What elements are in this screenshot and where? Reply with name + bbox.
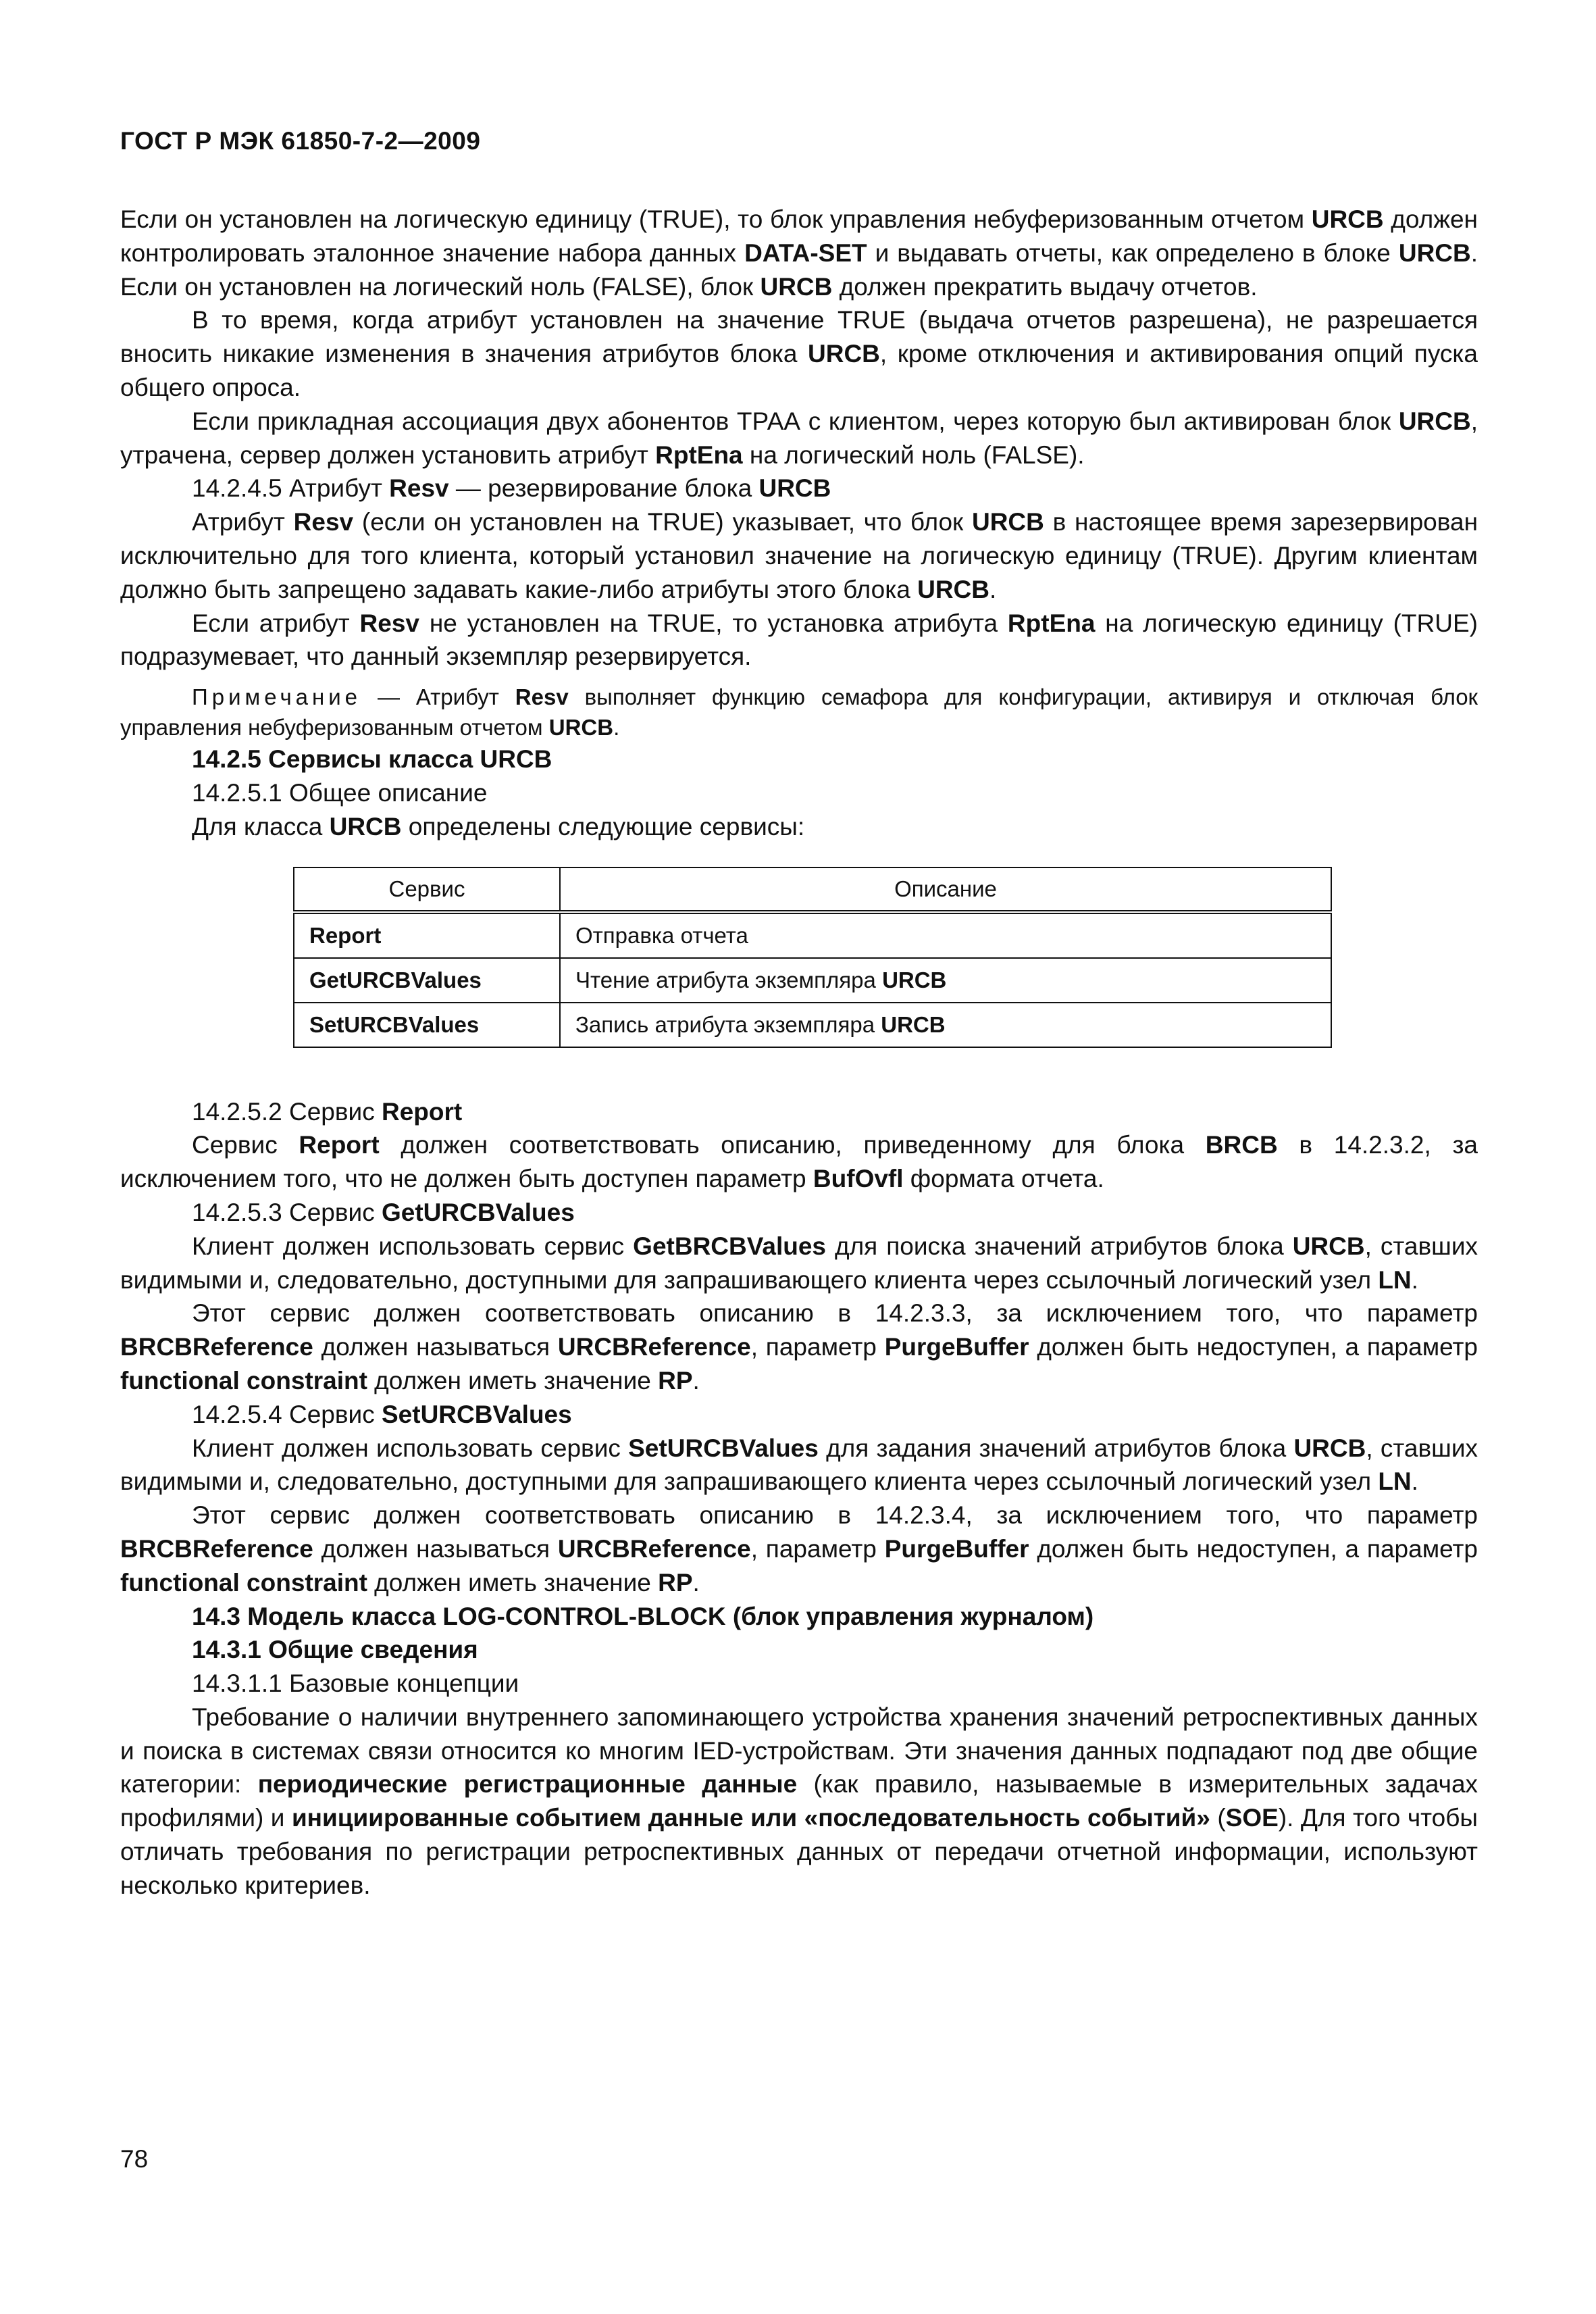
note: Примечание — Атрибут Resv выполняет функцию семафора для конфигурации, активируя и отключая блок управления небуферизованным отчетом URCB. xyxy=(120,684,1478,740)
description-cell: Запись атрибута экземпляра URCB xyxy=(560,1003,1331,1047)
paragraph: Требование о наличии внутреннего запоминающего устройства хранения значений ретроспективных данных и поиска в системах связи относится ко многим IED-устройствам. Эти значения данных подпадают под две общие категории: периодические регистрационные данные (как правило, называемые в измерительных задачах профилями) и инициированные событием данные или «последовательность событий» (SOE). Для того чтобы отличать требования по регистрации ретроспективных данных от передачи отчетной информации, используют несколько критериев. xyxy=(120,1703,1478,1899)
paragraph: Если атрибут Resv не установлен на TRUE, то установка атрибута RptEna на логическую единицу (TRUE) подразумевает, что данный экземпляр резервируется. xyxy=(120,609,1478,671)
table-header-row xyxy=(294,867,1331,912)
services-table xyxy=(293,867,1332,1048)
paragraph: Сервис Report должен соответствовать описанию, приведенному для блока BRCB в 14.2.3.2, за исключением того, что не должен быть доступен параметр BufOvfl формата отчета. xyxy=(120,1131,1478,1193)
page-header: ГОСТ Р МЭК 61850-7-2—2009 xyxy=(120,127,481,155)
table-row xyxy=(294,958,1331,1003)
service-cell: GetURCBValues xyxy=(294,958,560,1003)
section-heading: 14.3.1 Общие сведения xyxy=(192,1636,478,1664)
page-number: 78 xyxy=(120,2145,149,2173)
subsection-heading: 14.2.5.1 Общее описание xyxy=(192,778,488,807)
section-heading: 14.3 Модель класса LOG-CONTROL-BLOCK (блок управления журналом) xyxy=(192,1602,1094,1630)
subsection-heading: 14.2.4.5 Атрибут Resv — резервирование блока URCB xyxy=(192,474,831,503)
column-header-description: Описание xyxy=(560,867,1331,912)
paragraph: Клиент должен использовать сервис GetBRCBValues для поиска значений атрибутов блока URCB, ставших видимыми и, следовательно, доступными для запрашивающего клиента через ссылочный логический узел LN. xyxy=(120,1232,1478,1294)
paragraph: Клиент должен использовать сервис SetURCBValues для задания значений атрибутов блока URCB, ставших видимыми и, следовательно, доступными для запрашивающего клиента через ссылочный логический узел LN. xyxy=(120,1434,1478,1496)
table-row xyxy=(294,912,1331,958)
subsection-heading: 14.2.5.4 Сервис SetURCBValues xyxy=(192,1400,572,1428)
column-header-service: Сервис xyxy=(294,867,560,912)
table-row xyxy=(294,1003,1331,1047)
description-cell: Отправка отчета xyxy=(560,912,1331,958)
paragraph: Атрибут Resv (если он установлен на TRUE) указывает, что блок URCB в настоящее время зарезервирован исключительно для того клиента, который установил значение на логическую единицу (TRUE). Другим клиентам должно быть запрещено задавать какие-либо атрибуты этого блока URCB. xyxy=(120,508,1478,603)
paragraph: Для класса URCB определены следующие сервисы: xyxy=(192,812,805,840)
service-cell: Report xyxy=(294,912,560,958)
subsection-heading: 14.3.1.1 Базовые концепции xyxy=(192,1669,519,1698)
paragraph: Если прикладная ассоциация двух абонентов ТРАА с клиентом, через которую был активирован блок URCB, утрачена, сервер должен установить атрибут RptEna на логический ноль (FALSE). xyxy=(120,407,1478,469)
paragraph: Если он установлен на логическую единицу (TRUE), то блок управления небуферизованным отчетом URCB должен контролировать эталонное значение набора данных DATA-SET и выдавать отчеты, как определено в блоке URCB. Если он установлен на логический ноль (FALSE), блок URCB должен прекратить выдачу отчетов. xyxy=(120,205,1478,301)
service-cell: SetURCBValues xyxy=(294,1003,560,1047)
description-cell: Чтение атрибута экземпляра URCB xyxy=(560,958,1331,1003)
paragraph: Этот сервис должен соответствовать описанию в 14.2.3.3, за исключением того, что параметр BRCBReference должен называться URCBReference, параметр PurgeBuffer должен быть недоступен, а параметр functional constraint должен иметь значение RP. xyxy=(120,1299,1478,1394)
subsection-heading: 14.2.5.2 Сервис Report xyxy=(192,1097,463,1126)
body-text xyxy=(120,203,1478,1903)
paragraph: В то время, когда атрибут установлен на значение TRUE (выдача отчетов разрешена), не разрешается вносить никакие изменения в значения атрибутов блока URCB, кроме отключения и активирования опций пуска общего опроса. xyxy=(120,306,1478,401)
subsection-heading: 14.2.5.3 Сервис GetURCBValues xyxy=(192,1198,575,1226)
paragraph: Этот сервис должен соответствовать описанию в 14.2.3.4, за исключением того, что параметр BRCBReference должен называться URCBReference, параметр PurgeBuffer должен быть недоступен, а параметр functional constraint должен иметь значение RP. xyxy=(120,1501,1478,1596)
section-heading: 14.2.5 Сервисы класса URCB xyxy=(192,745,552,774)
